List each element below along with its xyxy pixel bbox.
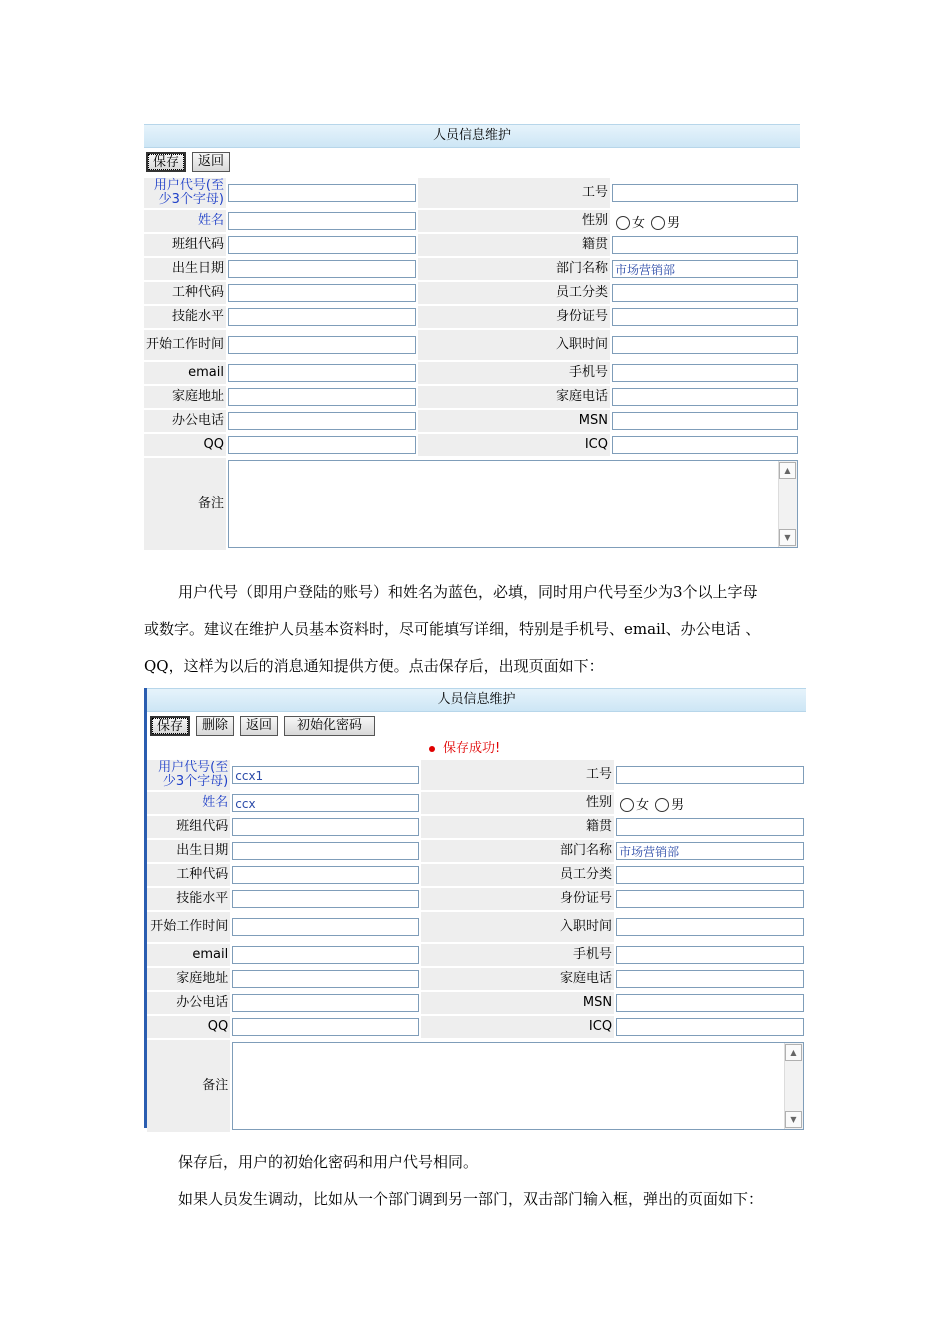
notes-textarea[interactable] — [228, 460, 798, 548]
field-cell — [614, 888, 806, 910]
field-label: 家庭电话 — [418, 386, 610, 408]
text-input[interactable] — [228, 212, 416, 230]
text-input[interactable] — [616, 970, 804, 988]
text-input[interactable] — [616, 946, 804, 964]
field-label: ICQ — [421, 1016, 614, 1038]
scroll-down-icon[interactable]: ▼ — [779, 529, 796, 546]
radio-label: 男 — [671, 797, 685, 813]
field-label: 开始工作时间 — [147, 912, 230, 942]
field-cell — [614, 1016, 806, 1038]
radio-button[interactable] — [620, 798, 634, 812]
field-label: 技能水平 — [147, 888, 230, 910]
field-label: ICQ — [418, 434, 610, 456]
field-label: 身份证号 — [421, 888, 614, 910]
form-row — [144, 386, 800, 408]
field-label: 籍贯 — [418, 234, 610, 256]
scroll-up-icon[interactable]: ▲ — [785, 1044, 802, 1061]
field-cell — [610, 434, 800, 456]
save-button[interactable]: 保存 — [146, 152, 186, 172]
field-cell — [610, 282, 800, 304]
form-row — [144, 362, 800, 384]
text-input[interactable] — [612, 412, 798, 430]
field-label: 工种代码 — [144, 282, 226, 304]
paragraph-1 — [144, 574, 824, 685]
field-label: email — [147, 944, 230, 966]
text-input[interactable]: ccx — [232, 794, 419, 812]
text-input[interactable] — [232, 918, 419, 936]
text-input[interactable] — [228, 364, 416, 382]
person-form — [147, 758, 806, 1134]
field-label: 部门名称 — [418, 258, 610, 280]
field-cell — [226, 330, 418, 360]
text-input[interactable] — [232, 1018, 419, 1036]
field-label: 用户代号(至少3个字母) — [144, 178, 226, 208]
field-cell — [614, 840, 806, 862]
form-row — [144, 178, 800, 208]
field-cell — [610, 410, 800, 432]
field-cell — [230, 912, 421, 942]
field-label: 员工分类 — [421, 864, 614, 886]
text-input[interactable] — [228, 236, 416, 254]
form-title: 人员信息维护 — [144, 124, 800, 148]
form-row — [144, 410, 800, 432]
form-row — [144, 330, 800, 360]
form-row — [147, 888, 806, 910]
field-cell — [226, 410, 418, 432]
form-row — [144, 306, 800, 328]
field-cell — [230, 992, 421, 1014]
field-cell — [230, 792, 421, 814]
scroll-down-icon[interactable]: ▼ — [785, 1111, 802, 1128]
form-row — [147, 792, 806, 814]
text-input[interactable] — [612, 364, 798, 382]
text-input[interactable] — [612, 236, 798, 254]
form-row — [147, 912, 806, 942]
field-label: 身份证号 — [418, 306, 610, 328]
form-row — [147, 760, 806, 790]
field-label: 员工分类 — [418, 282, 610, 304]
form-row — [147, 968, 806, 990]
text-input[interactable] — [228, 388, 416, 406]
field-cell — [226, 282, 418, 304]
field-cell — [230, 944, 421, 966]
status-dot-icon — [429, 746, 435, 752]
field-label: 开始工作时间 — [144, 330, 226, 360]
text-input[interactable] — [228, 336, 416, 354]
field-label: MSN — [418, 410, 610, 432]
text-input[interactable] — [228, 260, 416, 278]
field-cell — [610, 234, 800, 256]
field-label: 办公电话 — [144, 410, 226, 432]
person-form — [144, 176, 800, 552]
button-row — [147, 712, 806, 740]
notes-row — [147, 1040, 806, 1132]
field-label: 出生日期 — [144, 258, 226, 280]
radio-button[interactable] — [616, 216, 630, 230]
notes-label: 备注 — [147, 1040, 230, 1132]
field-cell — [226, 362, 418, 384]
field-cell — [610, 178, 800, 208]
field-label: 性别 — [418, 210, 610, 232]
reset-password-button[interactable]: 初始化密码 — [284, 716, 375, 736]
field-label: MSN — [421, 992, 614, 1014]
form-title: 人员信息维护 — [147, 688, 806, 712]
form-row — [147, 816, 806, 838]
field-label: 工号 — [421, 760, 614, 790]
text-input[interactable] — [612, 436, 798, 454]
field-cell — [614, 864, 806, 886]
text-input[interactable] — [228, 284, 416, 302]
text-input[interactable] — [616, 818, 804, 836]
form-row — [147, 840, 806, 862]
notes-row — [144, 458, 800, 550]
text-input[interactable] — [616, 1018, 804, 1036]
field-label: 姓名 — [144, 210, 226, 232]
form-row — [144, 258, 800, 280]
field-label: QQ — [144, 434, 226, 456]
field-label: 出生日期 — [147, 840, 230, 862]
notes-cell — [230, 1040, 806, 1132]
text-input[interactable] — [612, 308, 798, 326]
field-label: 手机号 — [418, 362, 610, 384]
delete-button[interactable]: 删除 — [196, 716, 234, 736]
screenshot-form-before-save — [144, 124, 800, 554]
text-input[interactable] — [228, 184, 416, 202]
field-cell — [610, 258, 800, 280]
text-input[interactable] — [616, 766, 804, 784]
field-label: email — [144, 362, 226, 384]
radio-button[interactable] — [655, 798, 669, 812]
text-input[interactable] — [228, 308, 416, 326]
text-input[interactable] — [232, 842, 419, 860]
field-label: 班组代码 — [144, 234, 226, 256]
form-row — [144, 234, 800, 256]
back-button[interactable]: 返回 — [240, 716, 278, 736]
text-input[interactable]: 市场营销部 — [612, 260, 798, 278]
text-input[interactable]: ccx1 — [232, 766, 419, 784]
status-text: 保存成功! — [443, 741, 501, 756]
form-row — [147, 944, 806, 966]
field-cell — [230, 968, 421, 990]
text-input[interactable]: 市场营销部 — [616, 842, 804, 860]
field-cell — [614, 816, 806, 838]
field-cell — [614, 760, 806, 790]
field-cell — [614, 944, 806, 966]
para-line: QQ，这样为以后的消息通知提供方便。点击保存后，出现页面如下： — [144, 657, 604, 675]
form-row — [147, 864, 806, 886]
screenshot-form-after-save — [144, 688, 806, 1128]
text-input[interactable] — [612, 184, 798, 202]
text-input[interactable] — [232, 946, 419, 964]
text-input[interactable] — [616, 890, 804, 908]
field-label: 家庭电话 — [421, 968, 614, 990]
notes-label: 备注 — [144, 458, 226, 550]
text-input[interactable] — [612, 284, 798, 302]
field-cell — [226, 178, 418, 208]
field-cell — [614, 968, 806, 990]
text-input[interactable] — [228, 436, 416, 454]
field-label: 入职时间 — [421, 912, 614, 942]
para-line: 或数字。建议在维护人员基本资料时，尽可能填写详细，特别是手机号、email、办公电话 、 — [144, 620, 761, 638]
text-input[interactable] — [232, 818, 419, 836]
form-row — [144, 434, 800, 456]
text-input[interactable] — [612, 388, 798, 406]
form-row — [144, 210, 800, 232]
field-label: 工号 — [418, 178, 610, 208]
field-label: 技能水平 — [144, 306, 226, 328]
back-button[interactable]: 返回 — [192, 152, 230, 172]
radio-label: 男 — [667, 215, 681, 231]
text-input[interactable] — [232, 994, 419, 1012]
field-cell — [614, 912, 806, 942]
field-cell — [610, 386, 800, 408]
field-cell — [230, 840, 421, 862]
save-button[interactable]: 保存 — [150, 716, 190, 736]
text-input[interactable] — [228, 412, 416, 430]
field-label: 家庭地址 — [147, 968, 230, 990]
button-row — [144, 148, 800, 176]
text-input[interactable] — [232, 970, 419, 988]
field-cell — [226, 306, 418, 328]
save-status — [147, 740, 806, 758]
field-label: 办公电话 — [147, 992, 230, 1014]
para-line: 保存后，用户的初始化密码和用户代号相同。 — [178, 1153, 479, 1171]
field-label: 入职时间 — [418, 330, 610, 360]
form-row — [147, 992, 806, 1014]
para-line: 如果人员发生调动，比如从一个部门调到另一部门，双击部门输入框，弹出的页面如下： — [178, 1190, 764, 1208]
text-input[interactable] — [232, 866, 419, 884]
field-cell — [230, 888, 421, 910]
field-cell — [610, 330, 800, 360]
radio-label: 女 — [632, 215, 646, 231]
field-cell — [230, 760, 421, 790]
radio-label: 女 — [636, 797, 650, 813]
field-label: 用户代号(至少3个字母) — [147, 760, 230, 790]
field-label: 籍贯 — [421, 816, 614, 838]
text-input[interactable] — [616, 994, 804, 1012]
text-input[interactable] — [232, 890, 419, 908]
field-label: 部门名称 — [421, 840, 614, 862]
field-cell — [610, 306, 800, 328]
field-label: 班组代码 — [147, 816, 230, 838]
scroll-up-icon[interactable]: ▲ — [779, 462, 796, 479]
field-label: 姓名 — [147, 792, 230, 814]
text-input[interactable] — [612, 336, 798, 354]
text-input[interactable] — [616, 866, 804, 884]
field-cell — [226, 434, 418, 456]
text-input[interactable] — [616, 918, 804, 936]
field-cell — [230, 1016, 421, 1038]
form-row — [147, 1016, 806, 1038]
field-cell — [226, 210, 418, 232]
field-cell — [614, 992, 806, 1014]
notes-cell — [226, 458, 800, 550]
field-cell — [610, 210, 800, 232]
field-cell — [230, 864, 421, 886]
field-cell — [230, 816, 421, 838]
field-label: QQ — [147, 1016, 230, 1038]
field-label: 手机号 — [421, 944, 614, 966]
field-cell — [226, 258, 418, 280]
field-cell — [226, 234, 418, 256]
field-cell — [614, 792, 806, 814]
radio-button[interactable] — [651, 216, 665, 230]
field-cell — [610, 362, 800, 384]
paragraph-2 — [144, 1144, 824, 1218]
field-label: 工种代码 — [147, 864, 230, 886]
para-line: 用户代号（即用户登陆的账号）和姓名为蓝色，必填，同时用户代号至少为3个以上字母 — [178, 583, 758, 601]
field-label: 性别 — [421, 792, 614, 814]
notes-textarea[interactable] — [232, 1042, 804, 1130]
form-row — [144, 282, 800, 304]
field-cell — [226, 386, 418, 408]
field-label: 家庭地址 — [144, 386, 226, 408]
